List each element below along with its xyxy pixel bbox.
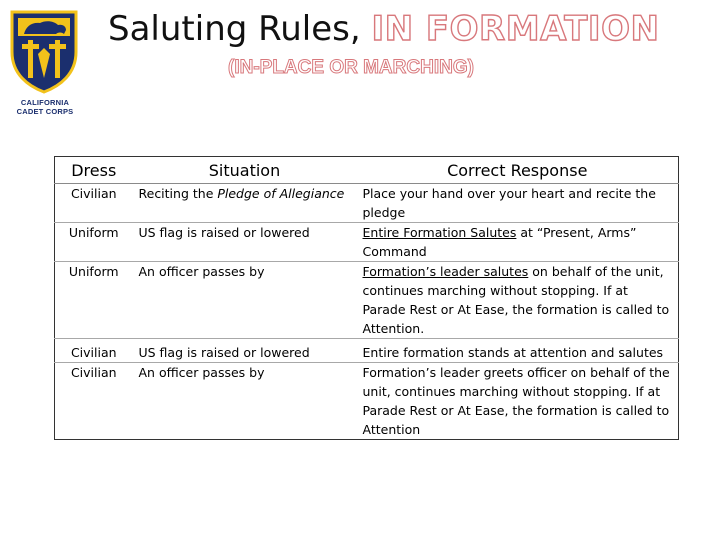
situation-text: Reciting the: [138, 186, 218, 201]
situation-italic-text: Pledge of Allegiance: [217, 186, 345, 201]
table-row: [55, 339, 679, 363]
title-highlight: IN FORMATION: [371, 9, 660, 49]
situation-cell: [133, 262, 357, 339]
table-row: [55, 184, 679, 223]
saluting-rules-table: [54, 156, 679, 440]
response-trailing-text: at “Present, Arms” Command: [362, 225, 637, 259]
response-cell: [357, 262, 679, 339]
dress-cell: Uniform: [55, 223, 133, 262]
dress-cell: Civilian: [55, 184, 133, 223]
table-row: [55, 223, 679, 262]
response-cell: [357, 363, 679, 440]
response-cell: [357, 184, 679, 223]
situation-cell: [133, 223, 357, 262]
situation-cell: [133, 339, 357, 363]
header-situation: Situation: [133, 157, 357, 184]
situation-text: An officer passes by: [138, 264, 265, 279]
response-trailing-text: on behalf of the unit, continues marching without stopping. If at Parade Rest or At Ease, the formation is called to Attention.: [362, 264, 670, 336]
california-cadet-corps-logo: [6, 8, 82, 120]
page-subtitle: (IN-PLACE OR MARCHING): [228, 57, 474, 78]
header-correct-response: Correct Response: [357, 157, 679, 184]
dress-cell: Uniform: [55, 262, 133, 339]
table-row: [55, 363, 679, 440]
response-text: Entire formation stands at attention and salutes: [362, 345, 664, 360]
situation-text: US flag is raised or lowered: [138, 345, 310, 360]
situation-cell: [133, 184, 357, 223]
situation-text: An officer passes by: [138, 365, 265, 380]
response-cell: [357, 223, 679, 262]
page-title: [108, 7, 660, 51]
title-prefix: Saluting Rules,: [108, 9, 361, 49]
situation-cell: [133, 363, 357, 440]
situation-text: US flag is raised or lowered: [138, 225, 310, 240]
logo-line-2: CADET CORPS: [16, 107, 74, 116]
header-dress: Dress: [55, 157, 133, 184]
response-text: Place your hand over your heart and recite the pledge: [362, 186, 656, 220]
response-underlined-text: Formation’s leader salutes: [362, 264, 529, 279]
response-cell: [357, 339, 679, 363]
table-header-row: [55, 157, 679, 184]
response-text: Formation’s leader greets officer on behalf of the unit, continues marching without stopping. If at Parade Rest or At Ease, the formation is called to Attention: [362, 365, 670, 437]
bear-shield-crest-icon: [8, 8, 80, 94]
logo-line-1: CALIFORNIA: [20, 98, 70, 107]
dress-cell: Civilian: [70, 365, 117, 380]
response-underlined-text: Entire Formation Salutes: [362, 225, 517, 240]
table-row: [55, 262, 679, 339]
dress-cell: Civilian: [55, 339, 133, 363]
